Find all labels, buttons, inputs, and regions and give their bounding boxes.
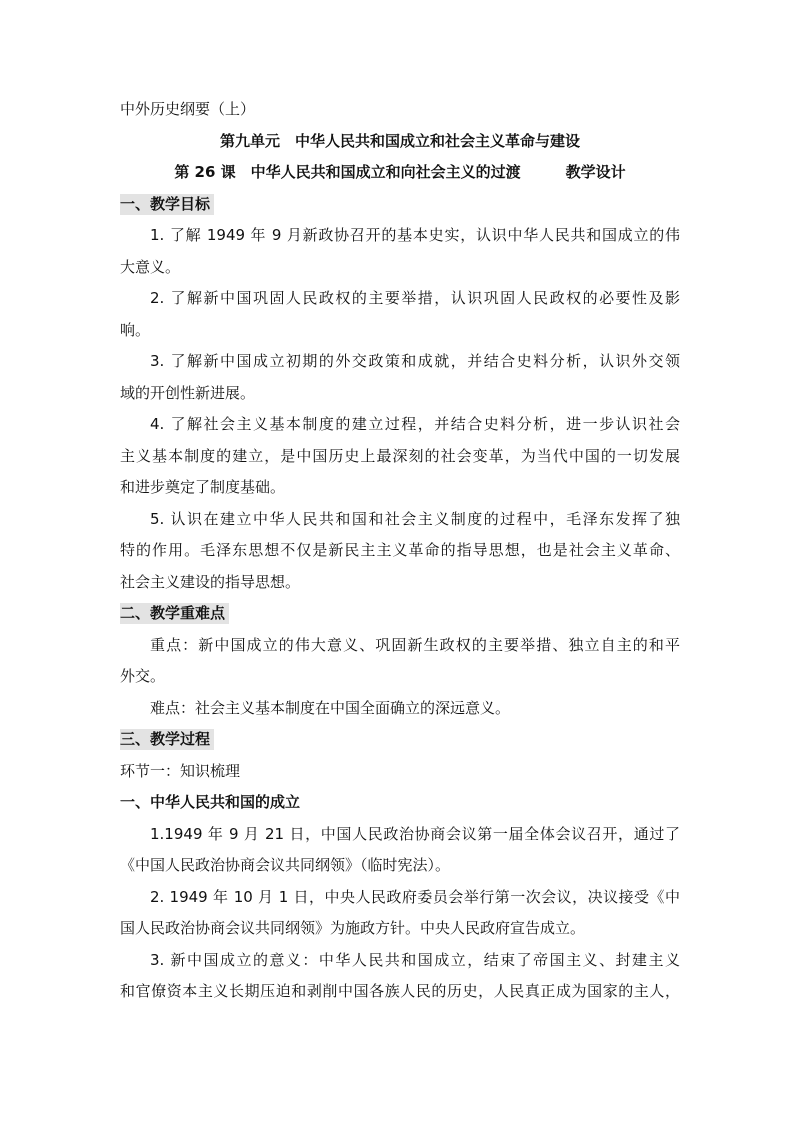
objectives-heading: 一、教学目标 — [120, 189, 680, 221]
objective-1-line-2: 大意义。 — [120, 257, 181, 276]
difficulty-line: 难点：社会主义基本制度在中国全面确立的深远意义。 — [150, 698, 511, 717]
objective-4-line-1: 4. 了解社会主义基本制度的建立过程，并结合史料分析，进一步认识社会 — [150, 415, 680, 433]
objective-3-line-2: 域的开创性新进展。 — [120, 383, 256, 402]
objective-2-line-1: 2. 了解新中国巩固人民政权的主要举措，认识巩固人民政权的必要性及影 — [150, 289, 680, 307]
objective-4-line-2: 主义基本制度的建立，是中国历史上最深刻的社会变革，为当代中国的一切发展 — [120, 446, 680, 465]
lesson-title: 第 26 课 中华人民共和国成立和向社会主义的过渡 教学设计 — [174, 163, 626, 181]
process-3-line-1: 3. 新中国成立的意义：中华人民共和国成立，结束了帝国主义、封建主义 — [150, 950, 680, 969]
focus-line-2: 外交。 — [120, 667, 166, 685]
objective-5-line-3: 社会主义建设的指导思想。 — [120, 572, 301, 591]
objective-3-line-1: 3. 了解新中国成立初期的外交政策和成就，并结合史料分析，认识外交领 — [150, 352, 680, 370]
stage-1-label: 环节一：知识梳理 — [120, 761, 241, 780]
document-body — [120, 94, 680, 1008]
section-1-heading: 一、中华人民共和国的成立 — [120, 793, 301, 811]
objective-1-line-1: 1. 了解 1949 年 9 月新政协召开的基本史实，认识中华人民共和国成立的伟 — [150, 226, 680, 244]
process-1-line-2: 《中国人民政治协商会议共同纲领》（临时宪法）。 — [120, 856, 451, 874]
book-title: 中外历史纲要（上） — [120, 100, 256, 118]
objective-4-line-3: 和进步奠定了制度基础。 — [120, 478, 286, 496]
objective-5-line-2: 特的作用。毛泽东思想不仅是新民主主义革命的指导思想，也是社会主义革命、 — [120, 541, 680, 559]
process-2-line-1: 2. 1949 年 10 月 1 日，中央人民政府委员会举行第一次会议，决议接受《中 — [150, 887, 680, 906]
objective-5-line-1: 5. 认识在建立中华人民共和国和社会主义制度的过程中，毛泽东发挥了独 — [150, 509, 680, 528]
process-2-line-2: 国人民政治协商会议共同纲领》为施政方针。中央人民政府宣告成立。 — [120, 919, 586, 937]
focus-line-1: 重点：新中国成立的伟大意义、巩固新生政权的主要举措、独立自主的和平 — [150, 635, 680, 654]
unit-title: 第九单元 中华人民共和国成立和社会主义革命与建设 — [219, 131, 580, 150]
objective-2-line-2: 响。 — [120, 320, 151, 339]
process-3-line-2: 和官僚资本主义长期压迫和剥削中国各族人民的历史，人民真正成为国家的主人， — [120, 982, 680, 1000]
keypoints-heading: 二、教学重难点 — [120, 598, 680, 630]
process-1-line-1: 1.1949 年 9 月 21 日，中国人民政治协商会议第一届全体会议召开，通过了 — [150, 824, 680, 843]
process-heading: 三、教学过程 — [120, 724, 680, 756]
